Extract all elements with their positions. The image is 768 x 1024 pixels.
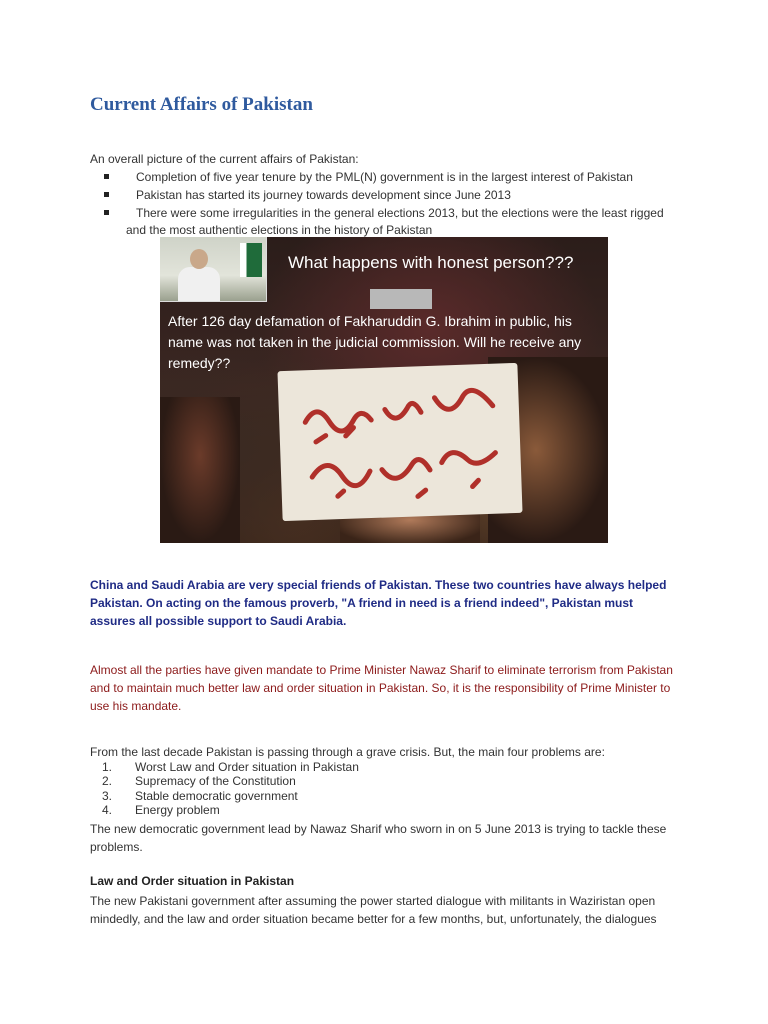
problems-list bbox=[90, 760, 490, 817]
paragraph-mandate: Almost all the parties have given mandate to Prime Minister Nawaz Sharif to eliminate terrorism from Pakistan and to maintain much better law and order situation in Pakistan. So, it is the responsibility of Prime Minister to use his mandate. bbox=[90, 663, 673, 713]
paragraph-law: The new Pakistani government after assuming the power started dialogue with militants in Waziristan open mindedly, and the law and order situation became better for a few months, but, unfortunately, the dialogues bbox=[90, 894, 657, 926]
person-body bbox=[178, 267, 220, 301]
bullet-square-icon bbox=[104, 210, 109, 215]
list-item bbox=[90, 774, 490, 788]
handwritten-script-icon bbox=[294, 375, 508, 508]
protest-photo bbox=[160, 237, 608, 543]
bullet-square-icon bbox=[104, 192, 109, 197]
list-item bbox=[90, 204, 680, 239]
protest-banner bbox=[277, 363, 522, 521]
list-text: Energy problem bbox=[135, 802, 220, 817]
list-item bbox=[90, 168, 680, 186]
list-item bbox=[90, 760, 490, 774]
list-number: 2. bbox=[102, 774, 113, 789]
list-item bbox=[90, 789, 490, 803]
list-number: 4. bbox=[102, 802, 113, 817]
paragraph-crisis: From the last decade Pakistan is passing through a grave crisis. But, the main four problems are: bbox=[90, 745, 605, 759]
section-heading-law: Law and Order situation in Pakistan bbox=[90, 874, 295, 888]
list-item bbox=[90, 186, 680, 204]
bullet-text: Pakistan has started its journey towards development since June 2013 bbox=[136, 188, 511, 202]
list-text: Supremacy of the Constitution bbox=[135, 774, 296, 789]
intro-text: An overall picture of the current affairs of Pakistan: bbox=[90, 152, 359, 166]
paragraph-friends: China and Saudi Arabia are very special friends of Pakistan. These two countries have always helped Pakistan. On acting on the famous proverb, "A friend in need is a friend indeed", Pakistan must assures all possible support to Saudi Arabia. bbox=[90, 578, 667, 628]
portrait-inset bbox=[160, 237, 267, 302]
list-text: Stable democratic government bbox=[135, 788, 298, 803]
bullet-square-icon bbox=[104, 174, 109, 179]
bullet-continuation: and the most authentic elections in the history of Pakistan bbox=[126, 223, 433, 237]
list-item bbox=[90, 803, 490, 817]
redaction-box bbox=[370, 289, 432, 309]
list-number: 3. bbox=[102, 788, 113, 803]
flag-icon bbox=[240, 243, 262, 277]
paragraph-government: The new democratic government lead by Nawaz Sharif who sworn in on 5 June 2013 is trying to tackle these problems. bbox=[90, 822, 667, 854]
bullet-text: Completion of five year tenure by the PML(N) government is in the largest interest of Pakistan bbox=[136, 170, 633, 184]
bullet-text: There were some irregularities in the general elections 2013, but the elections were the least rigged bbox=[136, 206, 664, 220]
list-number: 1. bbox=[102, 760, 113, 774]
crowd-left bbox=[160, 397, 240, 543]
photo-heading: What happens with honest person??? bbox=[288, 253, 574, 272]
bullet-list bbox=[90, 168, 680, 239]
photo-caption: After 126 day defamation of Fakharuddin G. Ibrahim in public, his name was not taken in the judicial commission. Will he receive any remedy?? bbox=[168, 313, 582, 371]
person-head bbox=[190, 249, 208, 269]
page-title: Current Affairs of Pakistan bbox=[90, 94, 313, 115]
list-text: Worst Law and Order situation in Pakistan bbox=[135, 760, 359, 774]
